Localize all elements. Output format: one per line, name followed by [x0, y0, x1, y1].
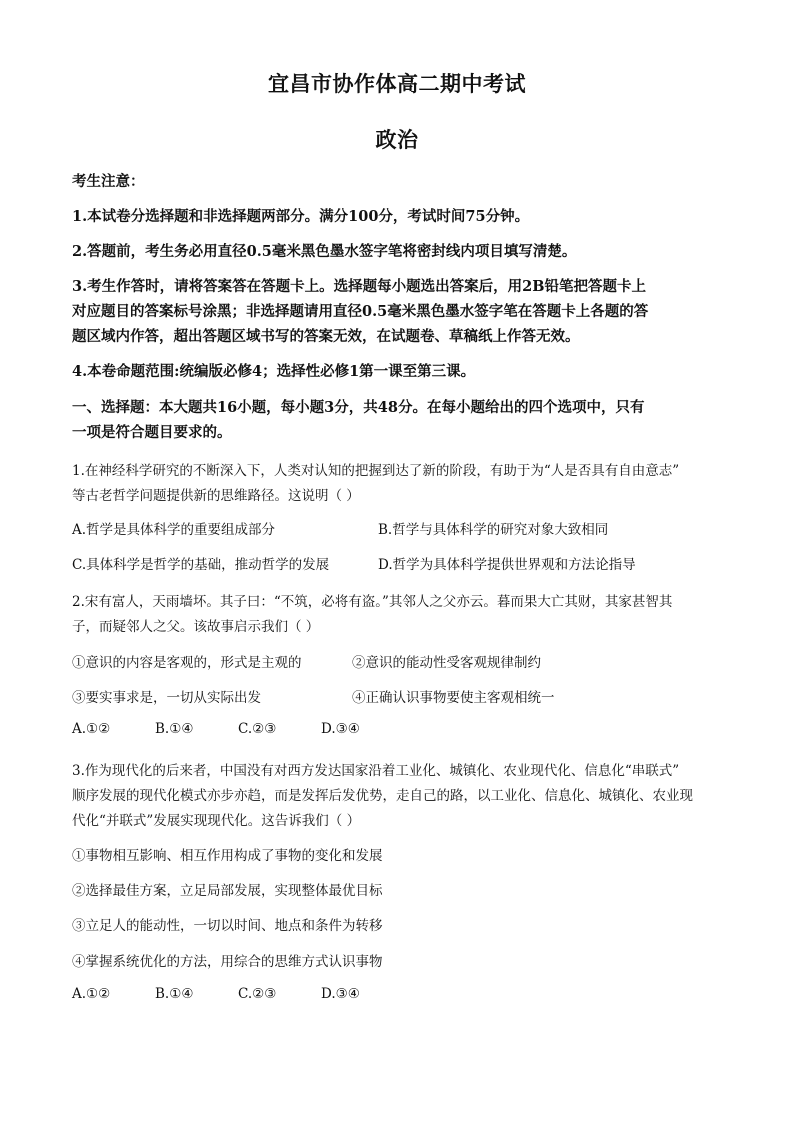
- q3-stem-line2: 顺序发展的现代化模式亦步亦趋，而是发挥后发优势，走自己的路，以工业化、信息化、城镇化、农业现: [72, 788, 693, 804]
- q2-stem-line2: 子，而疑邻人之父。该故事启示我们（ ）: [72, 619, 320, 635]
- q3-stem-line1: 3.作为现代化的后来者，中国没有对西方发达国家沿着工业化、城镇化、农业现代化、信息化“串联式”: [72, 763, 680, 779]
- q1-option-c: C.具体科学是哲学的基础，推动哲学的发展: [72, 557, 330, 573]
- q3-statement-2: ②选择最佳方案，立足局部发展，实现整体最优目标: [72, 883, 383, 899]
- q2-stem-line1: 2.宋有富人，天雨墙坏。其子曰：“不筑，必将有盗。”其邻人之父亦云。暮而果大亡其财，其家甚智其: [72, 594, 673, 610]
- q3-statement-1: ①事物相互影响、相互作用构成了事物的变化和发展: [72, 848, 383, 864]
- q1-stem-line1: 1.在神经科学研究的不断深入下，人类对认知的把握到达了新的阶段，有助于为“人是否具有自由意志”: [72, 463, 680, 479]
- q2-statement-2: ②意识的能动性受客观规律制约: [352, 655, 541, 671]
- q3-stem-line3: 代化“并联式”发展实现现代化。这告诉我们（ ）: [72, 813, 361, 829]
- q3-option-a: A.①②: [72, 986, 111, 1002]
- q2-statement-4: ④正确认识事物要使主客观相统一: [352, 690, 555, 706]
- q1-stem-line2: 等古老哲学问题提供新的思维路径。这说明（ ）: [72, 488, 360, 504]
- q1-option-b: B.哲学与具体科学的研究对象大致相同: [378, 522, 609, 538]
- notice-item-3-cont2: 题区域内作答，超出答题区域书写的答案无效，在试题卷、草稿纸上作答无效。: [72, 328, 580, 345]
- notice-item-1: 1.本试卷分选择题和非选择题两部分。满分100分，考试时间75分钟。: [72, 208, 530, 225]
- notice-item-4: 4.本卷命题范围:统编版必修4；选择性必修1第一课至第三课。: [72, 363, 476, 380]
- notice-item-3: 3.考生作答时，请将答案答在答题卡上。选择题每小题选出答案后，用2B铅笔把答题卡上: [72, 278, 646, 295]
- q3-option-b: B.①④: [155, 986, 194, 1002]
- q3-statement-4: ④掌握系统优化的方法，用综合的思维方式认识事物: [72, 954, 383, 970]
- notice-heading: 考生注意：: [72, 173, 145, 190]
- q2-statement-3: ③要实事求是，一切从实际出发: [72, 690, 261, 706]
- subject-title: 政治: [375, 127, 419, 152]
- q1-option-a: A.哲学是具体科学的重要组成部分: [72, 522, 276, 538]
- notice-item-3-cont: 对应题目的答案标号涂黑；非选择题请用直径0.5毫米黑色墨水签字笔在答题卡上各题的答: [72, 303, 649, 320]
- section-heading-line1: 一、选择题：本大题共16小题，每小题3分，共48分。在每小题给出的四个选项中，只有: [72, 399, 645, 416]
- q3-option-c: C.②③: [238, 986, 277, 1002]
- section-heading-line2: 一项是符合题目要求的。: [72, 424, 232, 441]
- q3-option-d: D.③④: [321, 986, 360, 1002]
- q2-option-a: A.①②: [72, 721, 111, 737]
- q2-statement-1: ①意识的内容是客观的，形式是主观的: [72, 655, 302, 671]
- q1-option-d: D.哲学为具体科学提供世界观和方法论指导: [378, 557, 636, 573]
- q2-option-c: C.②③: [238, 721, 277, 737]
- q2-option-b: B.①④: [155, 721, 194, 737]
- q2-option-d: D.③④: [321, 721, 360, 737]
- exam-title: 宜昌市协作体高二期中考试: [268, 71, 526, 96]
- notice-item-2: 2.答题前，考生务必用直径0.5毫米黑色墨水签字笔将密封线内项目填写清楚。: [72, 243, 577, 260]
- q3-statement-3: ③立足人的能动性，一切以时间、地点和条件为转移: [72, 918, 383, 934]
